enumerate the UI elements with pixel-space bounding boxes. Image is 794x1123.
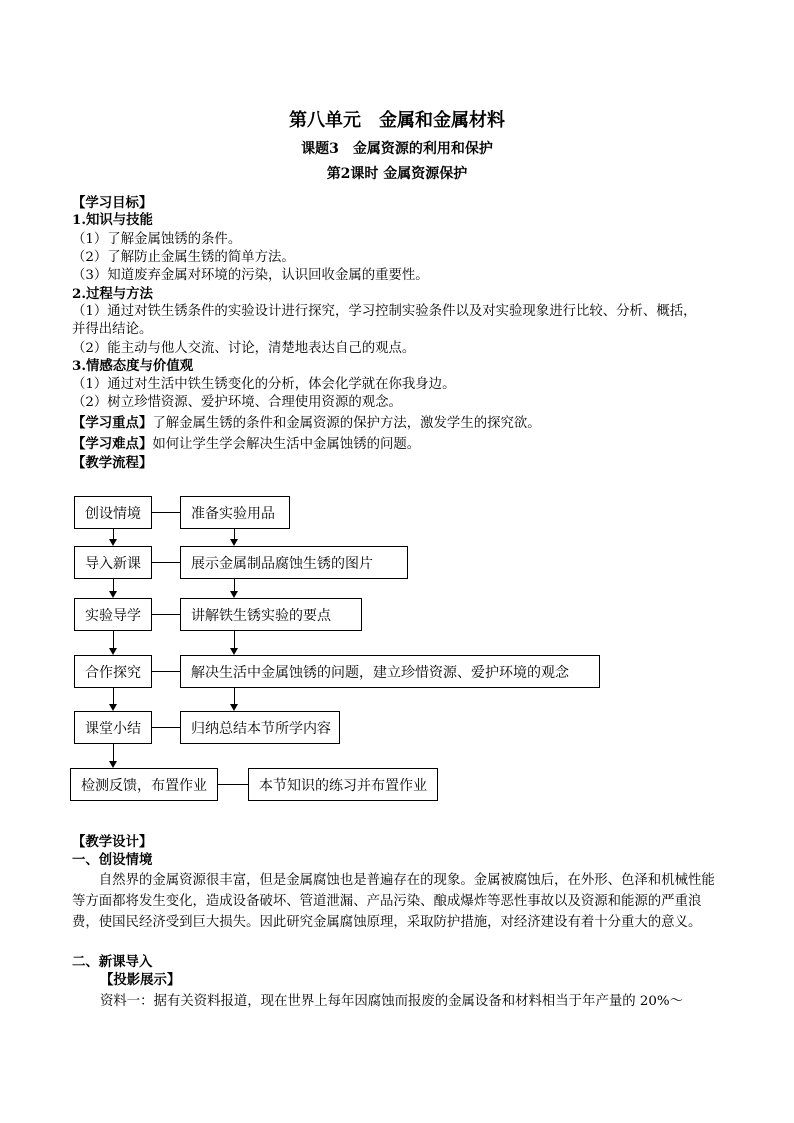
design-heading: 【教学设计】: [72, 834, 153, 850]
arrow-line: [113, 631, 114, 648]
connector-line: [152, 727, 180, 728]
section-intro: 二、新课导入: [72, 954, 153, 970]
objective-item: （2）树立珍惜资源、爱护环境、合理使用资源的观念。: [72, 395, 402, 410]
flow-step-2: 导入新课: [74, 546, 152, 579]
flow-step-3: 实验导学: [74, 598, 152, 631]
flow-detail-6: 本节知识的练习并布置作业: [248, 768, 438, 801]
section-process: 2.过程与方法: [72, 286, 153, 302]
key-point-label: 【学习重点】: [72, 415, 153, 431]
material-1: 资料一：据有关资料报道，现在世界上每年因腐蚀而报废的金属设备和材料相当于年产量的 20%～: [100, 994, 684, 1009]
arrow-down-icon: [109, 704, 117, 711]
arrow-line: [113, 529, 114, 539]
objective-item: （1）通过对铁生锈条件的实验设计进行探究，学习控制实验条件以及对实验现象进行比较、分析、概括，: [72, 304, 697, 319]
arrow-down-icon: [109, 591, 117, 598]
objective-item: （2）能主动与他人交流、讨论，清楚地表达自己的观点。: [72, 341, 416, 356]
objective-item-cont: 并得出结论。: [72, 322, 153, 337]
connector-line: [152, 671, 180, 672]
arrow-down-icon: [230, 648, 238, 655]
arrow-line: [113, 579, 114, 591]
situation-paragraph: 自然界的金属资源很丰富，但是金属腐蚀也是普遍存在的现象。金属被腐蚀后，在外形、色泽和机械性能等方面都将发生变化，造成设备破坏、管道泄漏、产品污染、酿成爆炸等恶性事故以及资源和能源的严重浪费，使国民经济受到巨大损失。因此研究金属腐蚀原理，采取防护措施，对经济建设有着十分重大的意义。: [72, 873, 715, 930]
flow-detail-2: 展示金属制品腐蚀生锈的图片: [180, 546, 408, 579]
arrow-line: [234, 631, 235, 648]
section-attitude: 3.情感态度与价值观: [72, 358, 194, 374]
arrow-line: [113, 688, 114, 704]
objectives-heading: 【学习目标】: [72, 195, 153, 211]
connector-line: [218, 784, 248, 785]
arrow-down-icon: [230, 539, 238, 546]
difficulty: [72, 436, 732, 453]
key-point-text: 了解金属生锈的条件和金属资源的保护方法，激发学生的探究欲。: [152, 416, 541, 431]
key-point: [72, 415, 732, 432]
lesson-period: 第2课时 金属资源保护: [326, 166, 468, 182]
connector-line: [152, 512, 180, 513]
section-knowledge: 1.知识与技能: [72, 212, 153, 228]
flow-step-5: 课堂小结: [74, 711, 152, 744]
arrow-down-icon: [230, 704, 238, 711]
section-situation: 一、创设情境: [72, 852, 153, 868]
flow-detail-4: 解决生活中金属蚀锈的问题，建立珍惜资源、爱护环境的观念: [180, 655, 600, 688]
arrow-down-icon: [230, 591, 238, 598]
objective-item: （1）通过对生活中铁生锈变化的分析，体会化学就在你我身边。: [72, 377, 456, 392]
objective-item: （2）了解防止金属生锈的简单方法。: [72, 250, 295, 265]
arrow-down-icon: [109, 761, 117, 768]
objective-item: （3）知道废弃金属对环境的污染，认识回收金属的重要性。: [72, 268, 429, 283]
arrow-down-icon: [109, 539, 117, 546]
difficulty-label: 【学习难点】: [72, 436, 153, 452]
flow-step-1: 创设情境: [74, 496, 152, 529]
lesson-subtitle: 课题3 金属资源的利用和保护: [301, 141, 493, 157]
objective-item: （1）了解金属蚀锈的条件。: [72, 232, 242, 247]
connector-line: [152, 562, 180, 563]
flow-detail-1: 准备实验用品: [180, 496, 290, 529]
flow-step-4: 合作探究: [74, 655, 152, 688]
difficulty-text: 如何让学生学会解决生活中金属蚀锈的问题。: [152, 437, 421, 452]
arrow-down-icon: [109, 648, 117, 655]
arrow-line: [234, 529, 235, 539]
flow-detail-3: 讲解铁生锈实验的要点: [180, 598, 362, 631]
connector-line: [152, 614, 180, 615]
flow-heading: 【教学流程】: [72, 455, 153, 471]
arrow-line: [113, 744, 114, 761]
arrow-line: [234, 688, 235, 704]
projection-heading: 【投影展示】: [100, 972, 181, 988]
flow-detail-5: 归纳总结本节所学内容: [180, 711, 340, 744]
flow-step-6: 检测反馈，布置作业: [70, 768, 218, 801]
arrow-line: [234, 579, 235, 591]
page-title: 第八单元 金属和金属材料: [289, 110, 505, 131]
